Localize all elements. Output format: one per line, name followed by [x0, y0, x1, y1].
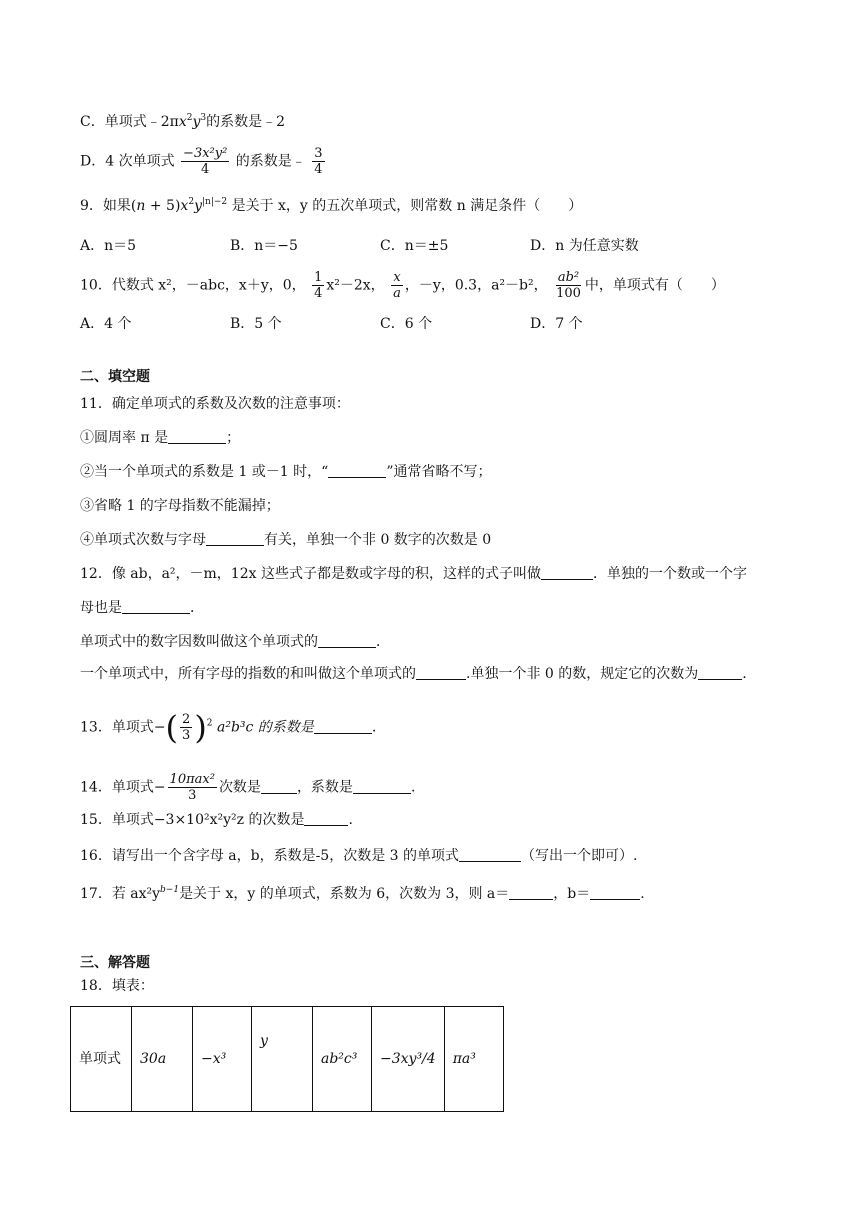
- section-heading-fill-in: 二、填空题: [80, 369, 150, 385]
- q9-option-c: C．n＝±5: [380, 238, 449, 254]
- answer-blank[interactable]: [541, 565, 593, 580]
- q13-fraction: $\frac{2}{3}$: [182, 712, 191, 743]
- answer-blank[interactable]: [416, 665, 466, 680]
- q10-option-c: C．6 个: [380, 316, 433, 332]
- q9-option-b: B．n＝−5: [230, 238, 298, 254]
- q13: 13．单项式−( $\frac{2}{3}$ )$^2$ a²b³c 的系数是 .: [80, 708, 377, 747]
- q17: 17．若 $ax^2y^{b-1}$是关于 x，y 的单项式，系数为 6，次数为 3，则 a＝ ，b＝ .: [80, 885, 645, 902]
- answer-blank[interactable]: [206, 531, 264, 546]
- q12-line-4: 一个单项式中，所有字母的指数的和叫做这个单项式的 .单独一个非 0 的数，规定它的次数为 .: [80, 666, 747, 682]
- q18-title: 18．填表：: [80, 978, 154, 994]
- q8-d-text-2: 的系数是﹣: [235, 153, 306, 170]
- answer-blank[interactable]: [261, 779, 297, 794]
- answer-blank[interactable]: [353, 779, 411, 794]
- q10-fraction-1: $\frac{1}{4}$: [314, 270, 323, 301]
- q11-item-4: ④单项式次数与字母 有关，单独一个非 0 数字的次数是 0: [80, 532, 492, 548]
- q10-fraction-2: $\frac{x}{a}$: [393, 270, 401, 301]
- q11-title: 11．确定单项式的系数及次数的注意事项：: [80, 396, 350, 412]
- q16: 16．请写出一个含字母 a，b，系数是-5，次数是 3 的单项式 （写出一个即可）.: [80, 848, 638, 864]
- q8-d-answer-fraction: $\frac{3}{4}$: [314, 146, 323, 177]
- answer-blank[interactable]: [509, 885, 553, 900]
- q8-option-c: C．单项式$﹣2\pi x^2y^3$的系数是﹣2: [80, 113, 286, 130]
- q10-fraction-3: $\frac{\text{ab²}}{100}$: [556, 270, 581, 301]
- table-cell: πa³: [444, 1007, 503, 1112]
- answer-blank[interactable]: [698, 665, 742, 680]
- q15: 15．单项式−3×10²x²y²z 的次数是 .: [80, 812, 353, 828]
- answer-blank[interactable]: [318, 633, 376, 648]
- q12-line-2: 母也是 ．: [80, 600, 204, 616]
- q10-option-b: B．5 个: [230, 316, 282, 332]
- q10-stem: 10．代数式 x²，－abc，x＋y，0， $\frac{1}{4}$ x²－2x， $\frac{x}{a}$ ，－y，0.3，a²－b²， $\frac{\text{ab²}}{100}$ 中，单项式有（ ）: [80, 270, 725, 301]
- answer-blank[interactable]: [590, 885, 640, 900]
- q9-option-d: D．n 为任意实数: [530, 238, 639, 254]
- q12-line-1: 12．像 ab，a²，－m，12x 这些式子都是数或字母的积，这样的式子叫做 ．单独的一个数或一个字: [80, 566, 747, 582]
- answer-blank[interactable]: [168, 429, 226, 444]
- q11-item-3: ③省略 1 的字母指数不能漏掉；: [80, 498, 280, 514]
- table-cell: −3xy³/4: [372, 1007, 445, 1112]
- table-row: [71, 1007, 504, 1112]
- table-header-cell: 单项式: [71, 1007, 132, 1112]
- answer-blank[interactable]: [314, 719, 372, 734]
- section-heading-answer: 三、解答题: [80, 955, 150, 971]
- q10-option-a: A．4 个: [80, 316, 132, 332]
- q8-c-text-2: 的系数是﹣2: [206, 114, 286, 130]
- table-cell: −x³: [193, 1007, 252, 1112]
- q11-item-2: ②当一个单项式的系数是 1 或－1 时，“ ”通常省略不写；: [80, 464, 492, 480]
- table-cell: y: [252, 1007, 313, 1112]
- q8-d-fraction: $\frac{\text{−3x²y²}}{4}$: [183, 146, 228, 177]
- q8-d-text: D．4 次单项式: [80, 153, 175, 170]
- q14: 14．单项式− $\frac{\text{10πax²}}{3}$ 次数是 ，系数是 .: [80, 772, 416, 803]
- answer-blank[interactable]: [328, 463, 386, 478]
- q11-item-1: ①圆周率 π 是 ；: [80, 430, 241, 446]
- q14-fraction: $\frac{\text{10πax²}}{3}$: [169, 772, 215, 803]
- table-cell: ab²c³: [313, 1007, 372, 1112]
- table-cell: 30a: [132, 1007, 193, 1112]
- q8-option-d: [80, 146, 327, 177]
- q9-option-a: A．n＝5: [80, 238, 137, 254]
- answer-blank[interactable]: [459, 847, 521, 862]
- q9-stem: 9．如果$(n + 5)x^2y^{|n|-2}$ 是关于 x，y 的五次单项式，则常数 n 满足条件（ ）: [80, 197, 583, 214]
- q10-option-d: D．7 个: [530, 316, 583, 332]
- answer-blank[interactable]: [122, 599, 190, 614]
- q10-options: [80, 314, 780, 334]
- q12-line-3: 单项式中的数字因数叫做这个单项式的 ．: [80, 634, 390, 650]
- q9-options: [80, 236, 780, 256]
- q18-table: [70, 1006, 504, 1112]
- answer-blank[interactable]: [304, 811, 348, 826]
- q8-c-text: C．单项式﹣2π: [80, 114, 179, 130]
